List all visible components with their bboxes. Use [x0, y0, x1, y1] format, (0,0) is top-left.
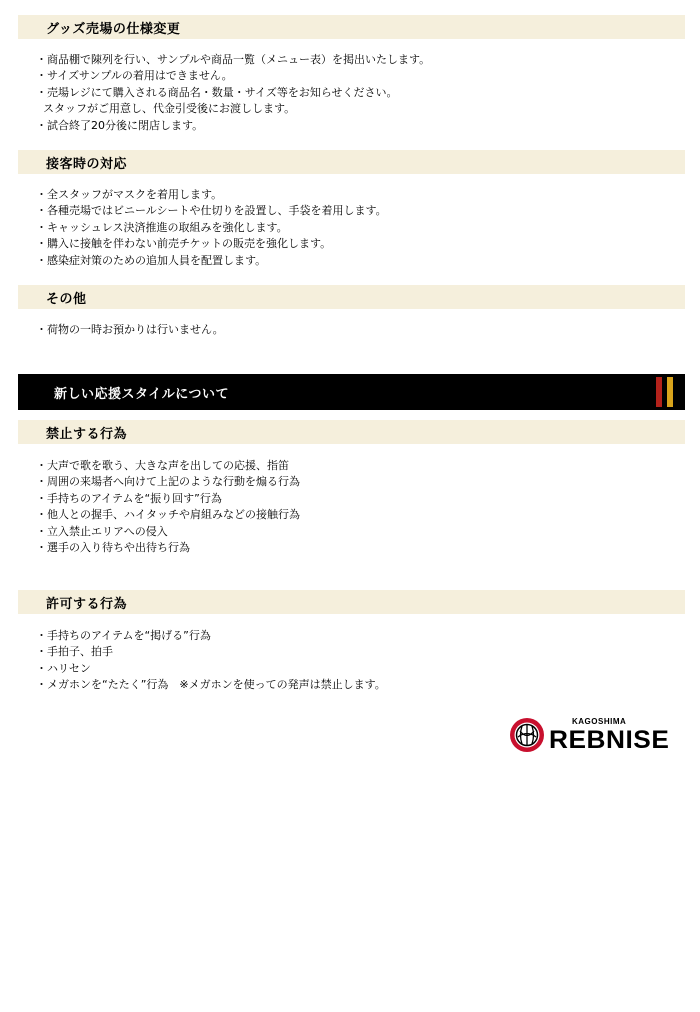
section-header-allowed [18, 590, 685, 614]
basketball-emblem-icon [508, 716, 552, 760]
banner-title: 新しい応援スタイルについて [54, 386, 229, 402]
section-title: 接客時の対応 [46, 156, 128, 172]
list-item: ・感染症対策のための追加人員を配置します。 [36, 253, 267, 267]
list-item: ・周囲の来場者へ向けて上記のような行動を煽る行為 [36, 475, 300, 489]
list-item: ・手拍子、拍手 [36, 645, 113, 659]
list-item: ・立入禁止エリアへの侵入 [36, 524, 168, 538]
list-item: スタッフがご用意し、代金引受後にお渡しします。 [43, 102, 296, 116]
logo-subtitle: KAGOSHIMA [572, 717, 627, 726]
goods-list [36, 52, 430, 134]
prohibited-list [36, 458, 300, 556]
section-header-other [18, 285, 685, 309]
list-item: ・試合終了20分後に閉店します。 [36, 118, 204, 132]
list-item: ・全スタッフがマスクを着用します。 [36, 188, 223, 201]
stripe-red [656, 377, 662, 407]
section-header-goods [18, 15, 685, 39]
list-item: ・ハリセン [36, 661, 91, 675]
list-item: ・メガホンを“たたく”行為 ※メガホンを使っての発声は禁止します。 [36, 678, 386, 692]
list-item: ・選手の入り待ちや出待ち行為 [36, 541, 190, 555]
list-item: ・サイズサンプルの着用はできません。 [36, 69, 233, 83]
list-item: ・他人との握手、ハイタッチや肩組みなどの接触行為 [36, 508, 300, 522]
stripe-gold [667, 377, 673, 407]
list-item: ・売場レジにて購入される商品名・数量・サイズ等をお知らせください。 [36, 85, 398, 99]
list-item: ・商品棚で陳列を行い、サンプルや商品一覧（メニュー表）を掲出いたします。 [36, 53, 431, 66]
section-title: 許可する行為 [46, 596, 128, 612]
service-list [36, 187, 387, 269]
list-item: ・購入に接触を伴わない前売チケットの販売を強化します。 [36, 237, 332, 251]
list-item: ・キャッシュレス決済推進の取組みを強化します。 [36, 220, 288, 234]
list-item: ・各種売場ではビニールシートや仕切りを設置し、手袋を着用します。 [36, 204, 387, 218]
allowed-list [36, 628, 386, 694]
section-title: 禁止する行為 [46, 426, 128, 442]
section-title: その他 [46, 291, 87, 307]
list-item: ・手持ちのアイテムを“掲げる”行為 [36, 629, 211, 642]
list-item: ・荷物の一時お預かりは行いません。 [36, 323, 224, 336]
list-item: ・手持ちのアイテムを“振り回す”行為 [36, 491, 222, 505]
section-header-prohibited [18, 420, 685, 444]
other-list [36, 322, 224, 338]
section-header-service [18, 150, 685, 174]
logo-wordmark: REBNISE [549, 726, 670, 754]
list-item: ・大声で歌を歌う、大きな声を出しての応援、指笛 [36, 459, 289, 472]
section-title: グッズ売場の仕様変更 [46, 21, 181, 37]
cheer-style-banner [18, 374, 685, 410]
